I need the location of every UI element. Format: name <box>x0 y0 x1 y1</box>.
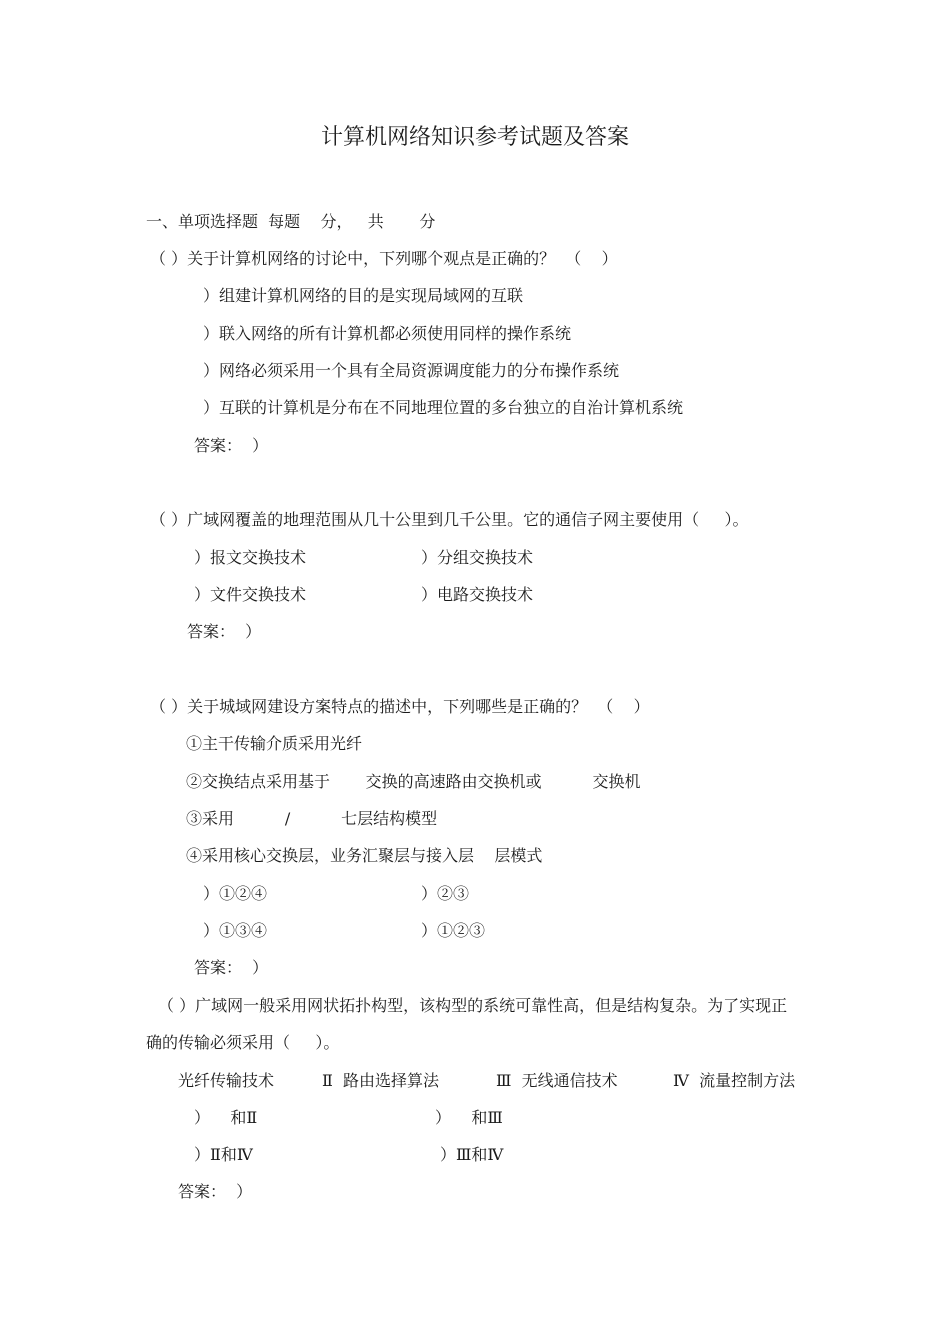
q4-item-2: Ⅱ 路由选择算法 <box>322 1071 440 1090</box>
q1-option-a: ）组建计算机网络的目的是实现局域网的互联 <box>203 286 524 305</box>
q2-option-b: ）分组交换技术 <box>421 548 534 567</box>
q3-item-1: ①主干传输介质采用光纤 <box>186 734 363 753</box>
q3-item-4: ④采用核心交换层，业务汇聚层与接入层 层模式 <box>186 846 543 865</box>
q4-option-c: ）Ⅱ和Ⅳ <box>194 1145 253 1164</box>
q2-option-d: ）电路交换技术 <box>421 585 534 604</box>
q3-item-2: ②交换结点采用基于 交换的高速路由交换机或 交换机 <box>186 772 641 791</box>
q2-option-c: ）文件交换技术 <box>194 585 307 604</box>
q1-option-d: ）互联的计算机是分布在不同地理位置的多台独立的自治计算机系统 <box>203 398 684 417</box>
q4-item-4: Ⅳ 流量控制方法 <box>673 1071 796 1090</box>
section-heading: 一、单项选择题 每题 分， 共 分 <box>146 212 436 231</box>
q1-stem: （ ）关于计算机网络的讨论中，下列哪个观点是正确的？ （ ） <box>150 249 618 268</box>
q3-stem: （ ）关于城域网建设方案特点的描述中，下列哪些是正确的？ （ ） <box>150 697 650 716</box>
q4-stem-line2: 确的传输必须采用（ ）。 <box>146 1033 340 1052</box>
q4-option-d: ）Ⅲ和Ⅳ <box>440 1145 504 1164</box>
q4-answer: 答案： ） <box>178 1182 253 1201</box>
q2-option-a: ）报文交换技术 <box>194 548 307 567</box>
q3-item-3: ③采用 / 七层结构模型 <box>186 809 438 828</box>
q4-item-3: Ⅲ 无线通信技术 <box>496 1071 618 1090</box>
q4-stem-line1: （ ）广域网一般采用网状拓扑构型，该构型的系统可靠性高，但是结构复杂。为了实现正 <box>158 996 788 1015</box>
q2-stem: （ ）广域网覆盖的地理范围从几十公里到几千公里。它的通信子网主要使用（ ）。 <box>150 510 749 529</box>
q1-option-c: ）网络必须采用一个具有全局资源调度能力的分布操作系统 <box>203 361 620 380</box>
q4-item-1: 光纤传输技术 <box>178 1071 275 1090</box>
q3-option-a: ）①②④ <box>203 884 268 903</box>
q3-option-d: ）①②③ <box>421 921 486 940</box>
q2-answer: 答案： ） <box>187 622 262 641</box>
document-title: 计算机网络知识参考试题及答案 <box>320 125 629 150</box>
q3-option-c: ）①③④ <box>203 921 268 940</box>
q3-answer: 答案： ） <box>194 958 269 977</box>
q4-option-b: ） 和Ⅲ <box>435 1108 503 1127</box>
q1-answer: 答案： ） <box>194 436 269 455</box>
q1-option-b: ）联入网络的所有计算机都必须使用同样的操作系统 <box>203 324 572 343</box>
q3-option-b: ）②③ <box>421 884 470 903</box>
q4-option-a: ） 和Ⅱ <box>194 1108 258 1127</box>
